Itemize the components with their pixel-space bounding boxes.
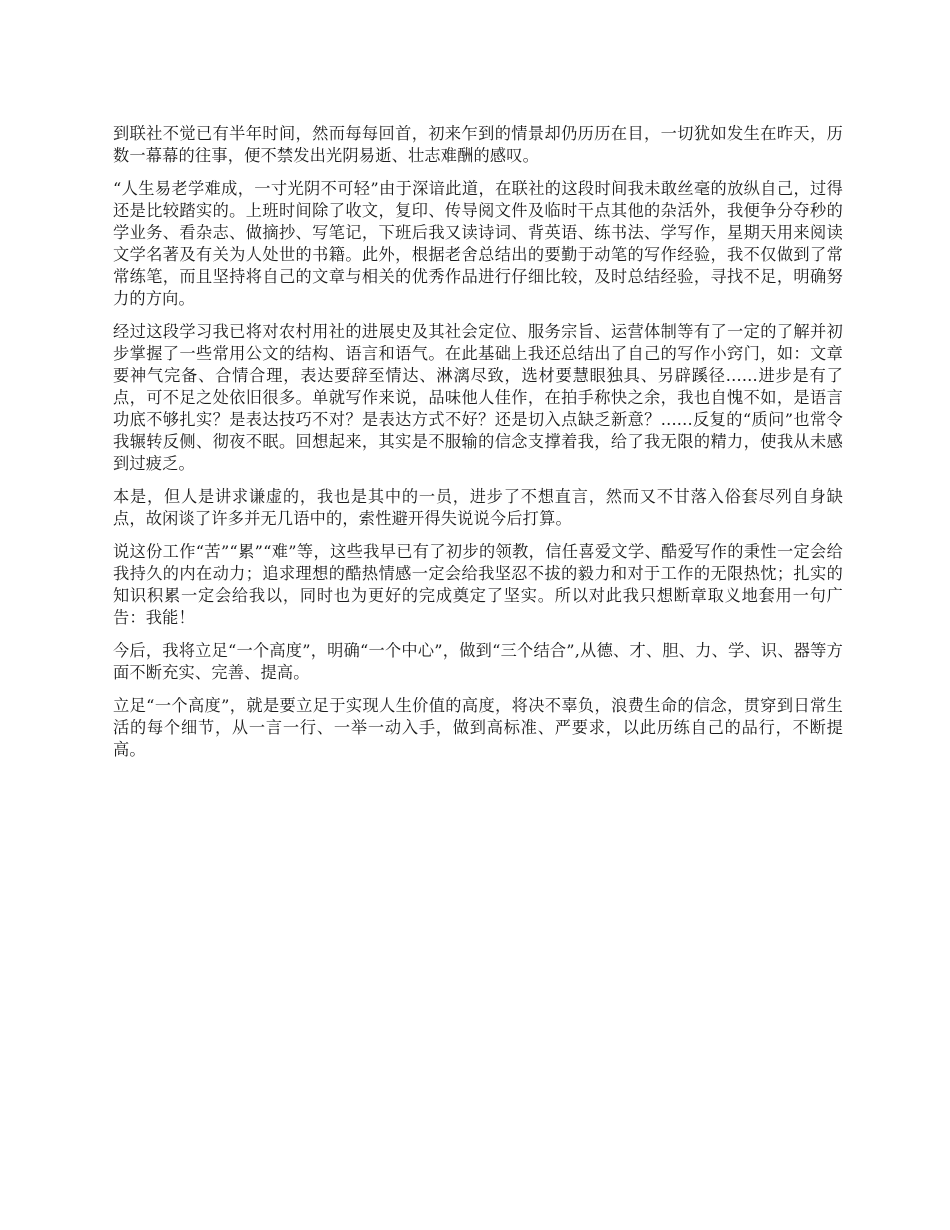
document-body [113, 123, 843, 772]
paragraph-2: “人生易老学难成，一寸光阴不可轻”由于深谙此道，在联社的这段时间我未敢丝毫的放纵自己，过得还是比较踏实的。上班时间除了收文，复印、传导阅文件及临时干点其他的杂活外，我便争分夺秒的学业务、看杂志、做摘抄、写笔记，下班后我又读诗词、背英语、练书法、学写作，星期天用来阅读文学名著及有关为人处世的书籍。此外，根据老舍总结出的要勤于动笔的写作经验，我不仅做到了常常练笔，而且坚持将自己的文章与相关的优秀作品进行仔细比较，及时总结经验，寻找不足，明确努力的方向。 [113, 179, 843, 308]
paragraph-3: 经过这段学习我已将对农村用社的进展史及其社会定位、服务宗旨、运营体制等有了一定的了解并初步掌握了一些常用公文的结构、语言和语气。在此基础上我还总结出了自己的写作小窍门，如：文章要神气完备、合情合理，表达要辞至情达、淋漓尽致，选材要慧眼独具、另辟蹊径......进步是有了点，可不足之处依旧很多。单就写作来说，品味他人佳作，在拍手称快之余，我也自愧不如，是语言功底不够扎实？是表达技巧不对？是表达方式不好？还是切入点缺乏新意？......反复的“质问”也常令我辗转反侧、彻夜不眠。回想起来，其实是不服输的信念支撑着我，给了我无限的精力，使我从未感到过疲乏。 [113, 322, 843, 473]
paragraph-7: 立足“一个高度”，就是要立足于实现人生价值的高度，将决不辜负，浪费生命的信念，贯穿到日常生活的每个细节，从一言一行、一举一动入手，做到高标准、严要求，以此历练自己的品行，不断提高。 [113, 696, 843, 759]
paragraph-1: 到联社不觉已有半年时间，然而每每回首，初来乍到的情景却仍历历在目，一切犹如发生在昨天，历数一幕幕的往事，便不禁发出光阴易逝、壮志难酬的感叹。 [113, 124, 843, 165]
paragraph-4: 本是，但人是讲求谦虚的，我也是其中的一员，进步了不想直言，然而又不甘落入俗套尽列自身缺点，故闲谈了许多并无几语中的，索性避开得失说说今后打算。 [113, 487, 843, 528]
paragraph-6: 今后，我将立足“一个高度”，明确“一个中心”，做到“三个结合”,从德、才、胆、力、学、识、器等方面不断充实、完善、提高。 [113, 641, 843, 682]
paragraph-5: 说这份工作“苦”“累”“难”等，这些我早已有了初步的领教，信任喜爱文学、酷爱写作的秉性一定会给我持久的内在动力；追求理想的酷热情感一定会给我坚忍不拔的毅力和对于工作的无限热忱；扎实的知识积累一定会给我以，同时也为更好的完成奠定了坚实。所以对此我只想断章取义地套用一句广告：我能！ [113, 542, 843, 627]
